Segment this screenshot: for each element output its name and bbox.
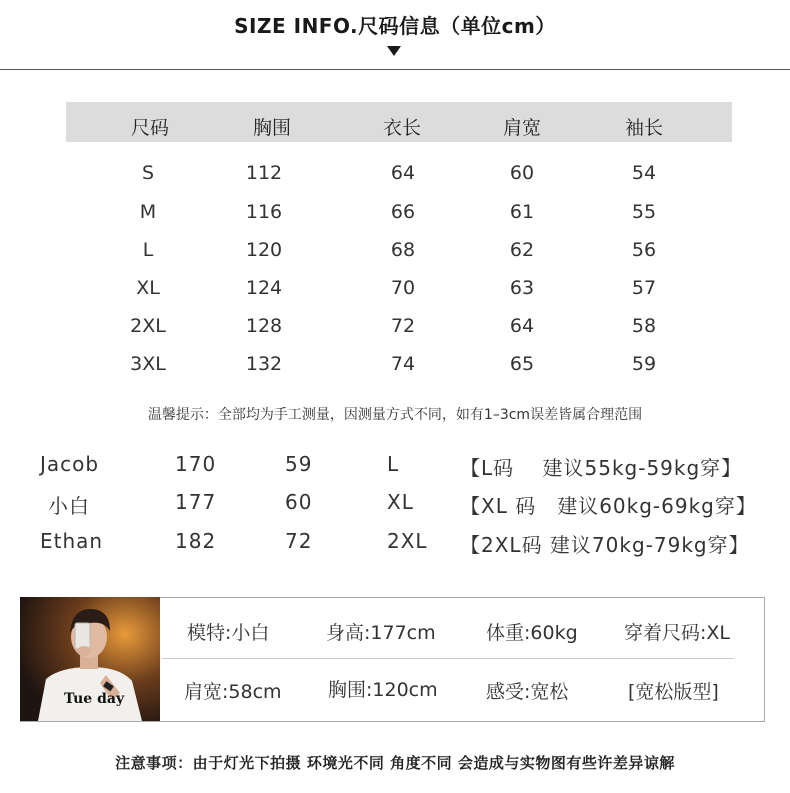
size-cell: XL [136,277,160,299]
table-row [0,201,790,231]
length-cell: 74 [390,353,416,375]
model-size: L [387,452,400,476]
model-size: 2XL [387,529,428,553]
length-cell: 68 [390,239,416,261]
size-cell: 3XL [130,353,166,375]
sleeve-cell: 57 [631,277,657,299]
chest-cell: 116 [245,201,283,223]
shoulder-cell: 63 [509,277,535,299]
sleeve-cell: 55 [631,201,657,223]
size-cell: S [141,162,155,184]
sleeve-cell: 59 [631,353,657,375]
shoulder-cell: 61 [509,201,535,223]
notice-text: 注意事项：由于灯光下拍摄 环境光不同 角度不同 会造成与实物图有些许差异谅解 [115,754,675,772]
column-header-size: 尺码 [130,117,170,139]
list-item [0,490,790,524]
model-photo [20,597,160,721]
table-row [0,315,790,345]
length-cell: 64 [390,162,416,184]
size-cell: 2XL [130,315,166,337]
model-weight: 60 [285,490,313,514]
chest-cell: 112 [245,162,283,184]
model-height: 177 [175,490,217,514]
column-header-length: 衣长 [382,117,422,139]
chest-cell: 120 [245,239,283,261]
sleeve-cell: 58 [631,315,657,337]
table-row [0,277,790,307]
card-wear-size: 穿着尺码:XL [624,622,731,644]
card-height: 身高:177cm [326,622,436,644]
card-model: 模特:小白 [187,622,270,644]
size-cell: M [139,201,157,223]
card-divider [162,658,734,659]
length-cell: 70 [390,277,416,299]
length-cell: 72 [390,315,416,337]
shoulder-cell: 65 [509,353,535,375]
list-item [0,452,790,486]
table-row [0,239,790,269]
header-divider [0,69,790,70]
sleeve-cell: 56 [631,239,657,261]
shoulder-cell: 60 [509,162,535,184]
card-chest: 胸围:120cm [328,679,438,701]
sleeve-cell: 54 [631,162,657,184]
size-advice: 【XL 码 建议60kg-69kg穿】 [460,494,757,518]
card-weight: 体重:60kg [486,622,578,644]
column-header-sleeve: 袖长 [624,117,664,139]
length-cell: 66 [390,201,416,223]
model-name: Jacob [40,452,100,476]
model-name: 小白 [48,494,90,518]
size-advice: 【2XL码 建议70kg-79kg穿】 [460,533,750,557]
shoulder-cell: 64 [509,315,535,337]
size-cell: L [142,239,154,261]
model-size: XL [387,490,414,514]
model-weight: 59 [285,452,313,476]
model-height: 170 [175,452,217,476]
model-weight: 72 [285,529,313,553]
chest-cell: 132 [245,353,283,375]
table-row [0,162,790,192]
column-header-chest: 胸围 [252,117,292,139]
chest-cell: 128 [245,315,283,337]
model-photo-image [20,597,160,721]
column-header-shoulder: 肩宽 [502,117,542,139]
card-fit: [宽松版型] [628,681,719,703]
model-name: Ethan [40,529,104,553]
shoulder-cell: 62 [509,239,535,261]
card-feel: 感受:宽松 [486,681,569,703]
list-item [0,529,790,563]
shirt-print-text: Tue day [64,691,125,707]
size-advice: 【L码 建议55kg-59kg穿】 [460,456,743,480]
card-shoulder: 肩宽:58cm [184,681,282,703]
measurement-tip: 温馨提示：全部均为手工测量，因测量方式不同，如有1–3cm误差皆属合理范围 [147,407,643,423]
table-row [0,353,790,383]
size-table-header [66,102,732,142]
chest-cell: 124 [245,277,283,299]
page-title: SIZE INFO.尺码信息（单位cm） [234,14,556,38]
down-arrow-icon [387,46,401,56]
model-height: 182 [175,529,217,553]
